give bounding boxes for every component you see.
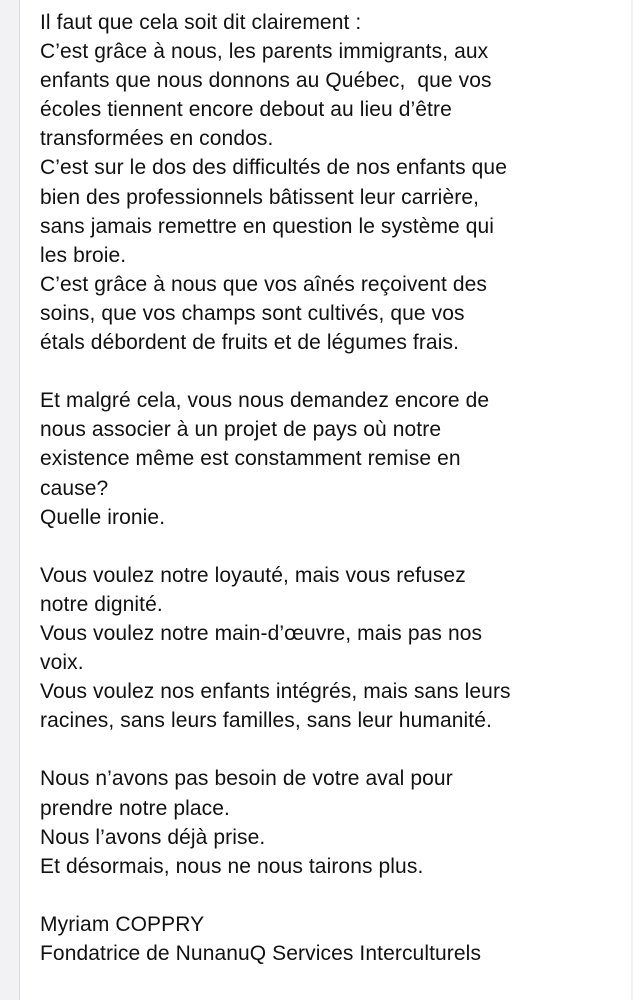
text-line: Vous voulez nos enfants intégrés, mais sans leurs (40, 680, 511, 704)
signature-name: Myriam COPPRY (40, 912, 205, 936)
paragraph-2 (40, 386, 625, 531)
text-line: soins, que vos champs sont cultivés, que vos (40, 301, 465, 325)
text-line: Il faut que cela soit dit clairement : (40, 11, 362, 34)
paragraph-1 (40, 8, 625, 357)
text-line: Vous voulez notre loyauté, mais vous refusez (40, 563, 466, 587)
text-line: Vous voulez notre main-d’œuvre, mais pas nos (40, 621, 483, 645)
signature-title: Fondatrice de NunanuQ Services Interculturels (40, 942, 482, 965)
text-line: Nous l’avons déjà prise. (40, 825, 266, 849)
text-line: enfants que nous donnons au Québec, que vos (40, 69, 492, 93)
paragraph-3 (40, 561, 625, 736)
text-line: écoles tiennent encore debout au lieu d’être (40, 98, 452, 122)
text-line: cause? (40, 476, 109, 500)
text-line: Et malgré cela, vous nous demandez encore de (40, 389, 490, 413)
text-line: existence même est constamment remise en (40, 447, 461, 471)
text-line: racines, sans leurs familles, sans leur humanité. (40, 709, 492, 733)
text-line: les broie. (40, 243, 127, 267)
text-line: bien des professionnels bâtissent leur carrière, (40, 185, 480, 209)
text-line: notre dignité. (40, 592, 163, 616)
text-line: voix. (40, 651, 84, 675)
text-line: C’est sur le dos des difficultés de nos enfants que (40, 156, 507, 180)
text-line: nous associer à un projet de pays où notre (40, 418, 442, 442)
text-line: prendre notre place. (40, 796, 230, 820)
text-line: sans jamais remettre en question le système qui (40, 214, 495, 238)
text-line: C’est grâce à nous que vos aînés reçoivent des (40, 272, 488, 296)
text-line: Et désormais, nous ne nous tairons plus. (40, 854, 424, 878)
text-line: Nous n’avons pas besoin de votre aval pour (40, 767, 453, 791)
text-line: C’est grâce à nous, les parents immigrants, aux (40, 40, 489, 64)
text-line: Quelle ironie. (40, 505, 166, 529)
signature (40, 910, 625, 968)
text-line: transformées en condos. (40, 127, 274, 151)
paragraph-4 (40, 764, 625, 880)
text-line: étals débordent de fruits et de légumes frais. (40, 331, 460, 355)
message-body (40, 8, 625, 968)
